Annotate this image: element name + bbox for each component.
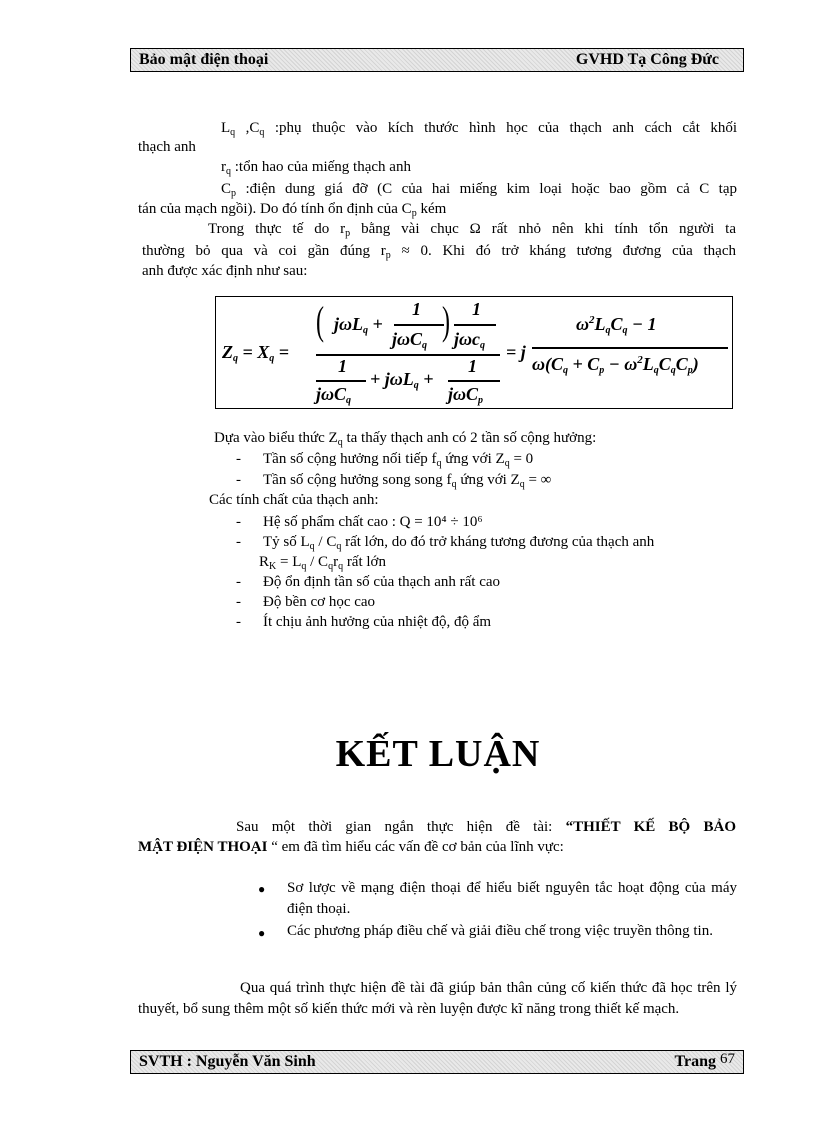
formula-den-jwcq: jωC$_q$ — [316, 384, 352, 406]
formula-den-one-2: 1 — [468, 356, 477, 376]
formula-eq-j: = j — [506, 342, 526, 362]
property-quality: Hệ số phẩm chất cao : Q = 10⁴ ÷ 10⁶ — [263, 514, 483, 530]
conclusion-p2: Qua quá trình thực hiện đề tài đã giúp bản thân củng cố kiến thức đã học trên lý thuyết, bổ sung thêm một số kiến thức mới và rèn luyện được kĩ năng trong thiết kế mạch. — [138, 980, 737, 1017]
formula-num-jwlq: jωL$_q$ + — [334, 314, 383, 336]
conclusion-p1-line2: MẬT ĐIỆN THOẠI “ em đã tìm hiểu các vấn đề cơ bản của lĩnh vực: — [138, 839, 564, 855]
property-stability: Độ ổn định tần số của thạch anh rất cao — [263, 574, 501, 590]
header-title: Bảo mật điện thoại — [139, 51, 269, 68]
formula-den-one: 1 — [338, 356, 347, 376]
impedance-formula — [215, 296, 733, 409]
bullet-icon: ● — [258, 882, 266, 896]
formula-num-inner-line-2 — [454, 324, 496, 326]
formula-num-inner-line — [394, 324, 444, 326]
footer-student: SVTH : Nguyễn Văn Sinh — [139, 1053, 316, 1070]
formula-den-mid: + jωL$_q$ + — [370, 369, 434, 391]
formula-num-jwcq: jωC$_q$ — [392, 329, 428, 351]
practice-line-1: Trong thực tế do $r_p$ bằng vài chục Ω rất nhỏ nên khi tính tổn người ta — [208, 221, 736, 239]
page-footer — [130, 1050, 744, 1074]
resonance-series: Tần số cộng hưởng nối tiếp $f_q$ ứng với $Z_q = 0$ — [263, 451, 534, 469]
bullet-icon: ● — [258, 926, 266, 940]
formula-den-line-2 — [448, 380, 500, 382]
property-rk: $R_K = L_q / C_qr_q$ rất lớn — [259, 554, 386, 572]
formula-rhs-den: $\omega(C_q + C_p - \omega^2L_qC_qC_p)$ — [532, 354, 699, 376]
formula-num-jwcq-2: jωc$_q$ — [454, 329, 486, 351]
page-number: 67 — [720, 1051, 735, 1067]
formula-den-line-1 — [316, 380, 366, 382]
def-rq: $r_q$ :tổn hao của miếng thạch anh — [221, 159, 411, 177]
footer-page: Trang $^{67}$ — [674, 1051, 735, 1070]
formula-rhs-line — [532, 347, 728, 349]
formula-paren-close: ) — [442, 298, 450, 343]
conclusion-bullet-2: Các phương pháp điều chế và giải điều chế trong việc truyền thông tin. — [287, 923, 713, 939]
def-lq-cq: $L_q$ $,C_q$ :phụ thuộc vào kích thước hình học của thạch anh cách cắt khối — [221, 120, 737, 138]
formula-paren-open: ( — [316, 298, 324, 343]
conclusion-title: KẾT LUẬN — [335, 733, 541, 775]
formula-rhs-num: $\omega^2L_qC_q - 1$ — [576, 314, 657, 336]
property-ratio: Tỷ số $L_q / C_q$ rất lớn, do đó trở kháng tương đương của thạch anh — [263, 534, 655, 552]
property-environment: Ít chịu ảnh hưởng của nhiệt độ, độ ẩm — [263, 614, 492, 630]
practice-line-3: anh được xác định như sau: — [142, 263, 308, 279]
formula-num-one: 1 — [412, 299, 421, 319]
conclusion-p1-line1: Sau một thời gian ngắn thực hiện đề tài: “THIẾT KẾ BỘ BẢO — [236, 819, 736, 835]
formula-den-jwcp: jωC$_p$ — [448, 384, 484, 406]
resonance-intro: Dựa vào biểu thức $Z_q$ ta thấy thạch anh có 2 tần số cộng hưởng: — [214, 430, 597, 448]
header-instructor: GVHD Tạ Công Đức — [575, 51, 719, 68]
def-lq-cq-cont: thạch anh — [138, 139, 196, 155]
formula-num-one-2: 1 — [472, 299, 481, 319]
conclusion-bullet-1: Sơ lược về mạng điện thoại để hiểu biết nguyên tắc hoạt động của máy điện thoại. — [287, 880, 737, 917]
formula-lhs: $Z_q = X_q$ = — [222, 342, 290, 364]
property-durability: Độ bền cơ học cao — [263, 594, 376, 610]
def-cp-cont: tán của mạch ngồi). Do đó tính ổn định của $C_p$ kém — [138, 201, 447, 219]
properties-heading: Các tính chất của thạch anh: — [209, 492, 379, 508]
def-cp: $C_p$ :điện dung giá đỡ (C của hai miếng kim loại hoặc bao gồm cả C tạp — [221, 181, 737, 199]
resonance-parallel: Tần số cộng hưởng song song $f_q$ ứng với $Z_q$ = ∞ — [263, 472, 552, 490]
page-header — [130, 48, 744, 72]
practice-line-2: thường bỏ qua và coi gần đúng $r_p \approx 0$. Khi đó trở kháng tương đương của thạch — [142, 243, 737, 261]
